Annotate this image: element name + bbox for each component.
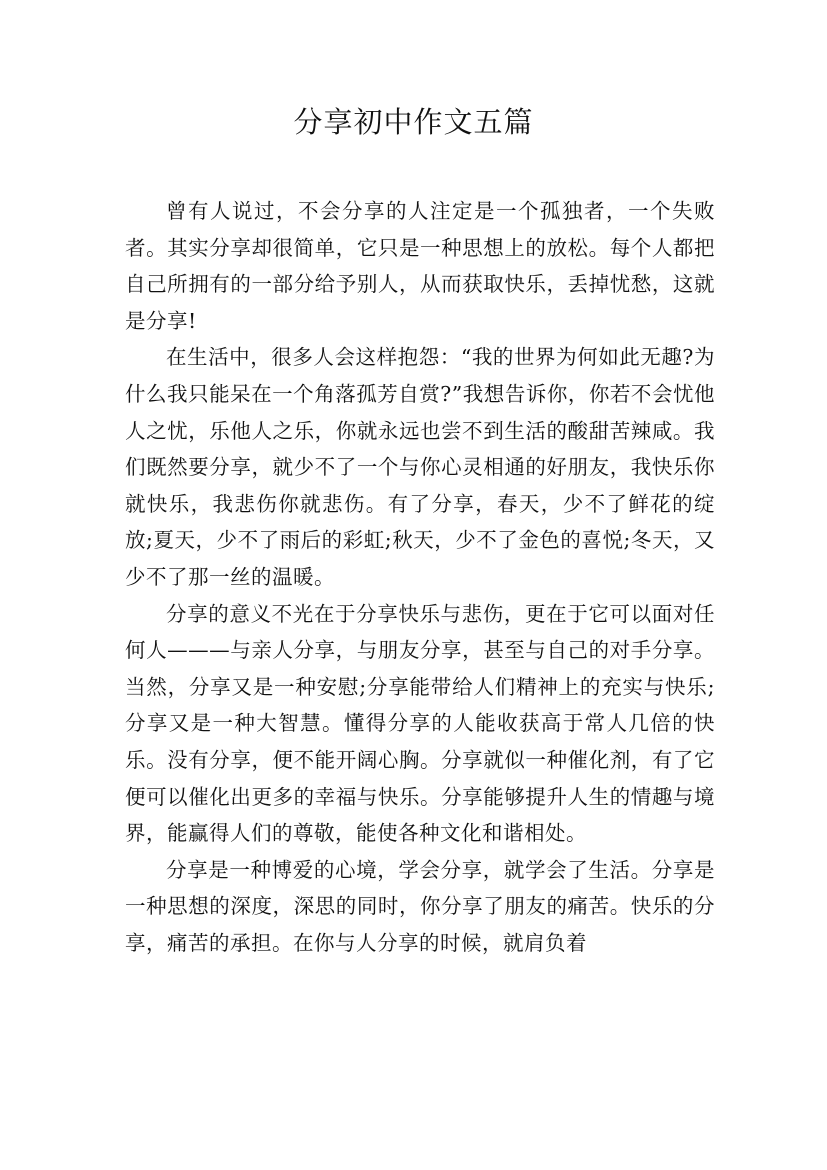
paragraph-2: 在生活中，很多人会这样抱怨：“我的世界为何如此无趣?为什么我只能呆在一个角落孤芳自赏?”我想告诉你，你若不会忧他人之忧，乐他人之乐，你就永远也尝不到生活的酸甜苦辣咸。我们既然要分享，就少不了一个与你心灵相通的好朋友，我快乐你就快乐，我悲伤你就悲伤。有了分享，春天，少不了鲜花的绽放;夏天，少不了雨后的彩虹;秋天，少不了金色的喜悦;冬天，又少不了那一丝的温暖。	[125, 345, 715, 589]
document-title: 分享初中作文五篇	[293, 105, 534, 139]
document-body	[125, 193, 715, 961]
paragraph-4: 分享是一种博爱的心境，学会分享，就学会了生活。分享是一种思想的深度，深思的同时，你分享了朋友的痛苦。快乐的分享，痛苦的承担。在你与人分享的时候，就肩负着	[125, 857, 715, 955]
paragraph-3: 分享的意义不光在于分享快乐与悲伤，更在于它可以面对任何人———与亲人分享，与朋友分享，甚至与自己的对手分享。当然，分享又是一种安慰;分享能带给人们精神上的充实与快乐;分享又是一种大智慧。懂得分享的人能收获高于常人几倍的快乐。没有分享，便不能开阔心胸。分享就似一种催化剂，有了它便可以催化出更多的幸福与快乐。分享能够提升人生的情趣与境界，能赢得人们的尊敬，能使各种文化和谐相处。	[125, 601, 715, 846]
paragraph-1: 曾有人说过，不会分享的人注定是一个孤独者，一个失败者。其实分享却很简单，它只是一种思想上的放松。每个人都把自己所拥有的一部分给予别人，从而获取快乐，丢掉忧愁，这就是分享!	[125, 199, 715, 333]
